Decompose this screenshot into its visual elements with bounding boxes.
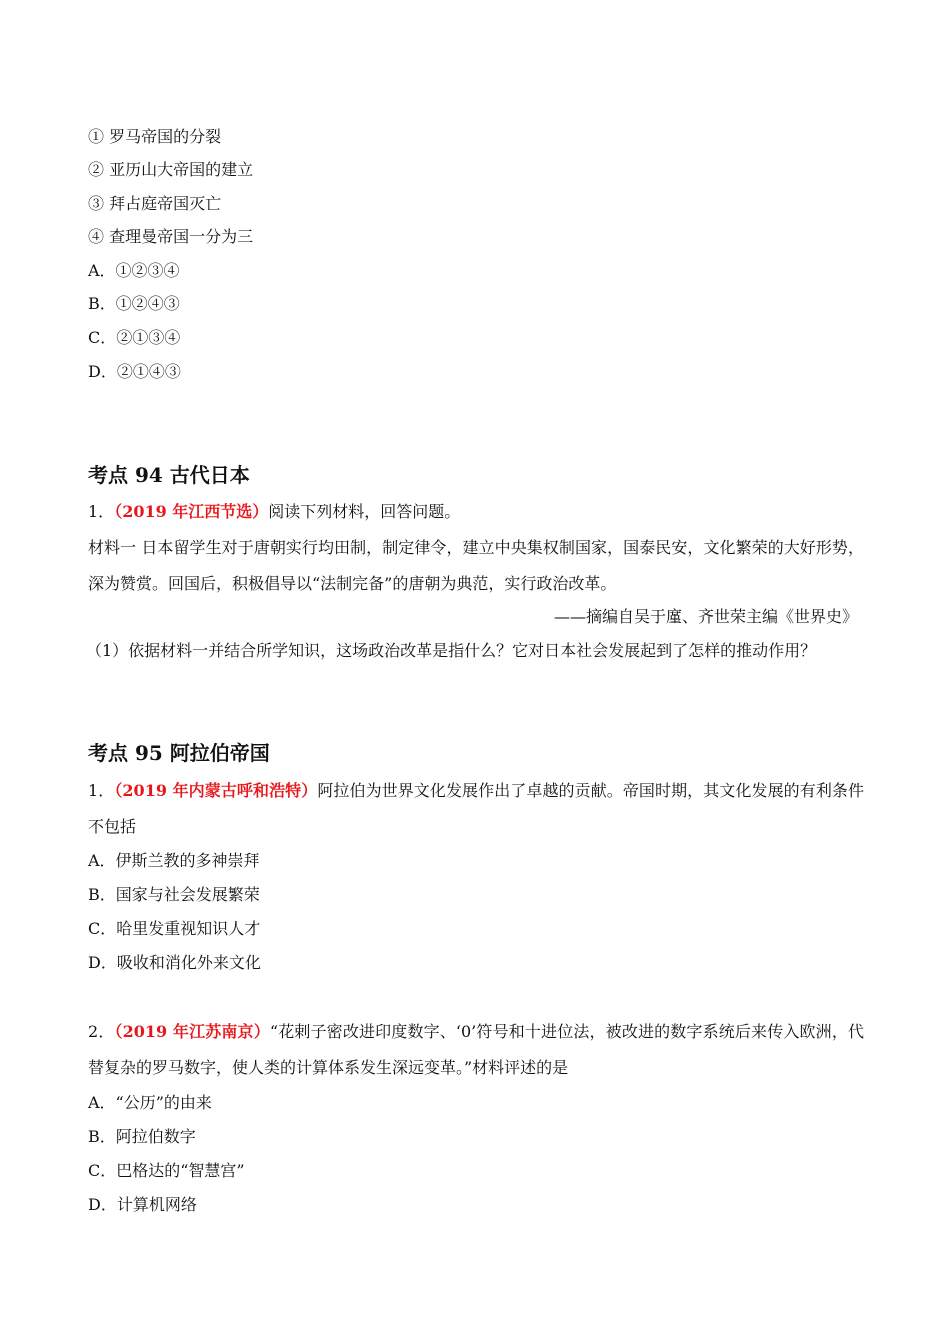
option-d: D．②①④③ [88,362,181,381]
option-a: A．①②③④ [88,261,180,280]
question-number: 1． [88,502,115,521]
option-c: C．巴格达的“智慧宫” [88,1161,245,1180]
question-95-2-stem [88,1022,864,1044]
list-item-4: ④ 查理曼帝国一分为三 [88,227,254,246]
section-94-title: 考点 94 古代日本 [88,463,250,487]
material-citation: ——摘编自吴于廑、齐世荣主编《世界史》 [553,607,858,626]
option-c: C．哈里发重视知识人才 [88,919,261,938]
question-number: 1． [88,781,115,800]
question-source: （2019 年江西节选） [114,502,269,521]
option-a: A．“公历”的由来 [88,1093,212,1112]
section-95-title: 考点 95 阿拉伯帝国 [88,741,270,765]
question-prompt: 阅读下列材料，回答问题。 [268,502,461,521]
question-95-1-stem-cont: 不包括 [88,817,137,836]
list-item-3: ③ 拜占庭帝国灭亡 [88,194,222,213]
option-a: A．伊斯兰教的多神崇拜 [88,851,260,870]
option-b: B．阿拉伯数字 [88,1127,196,1146]
list-item-2: ② 亚历山大帝国的建立 [88,160,254,179]
question-95-2-stem-cont: 替复杂的罗马数字，使人类的计算体系发生深远变革。”材料评述的是 [88,1058,569,1077]
question-text: 阿拉伯为世界文化发展作出了卓越的贡献。帝国时期，其文化发展的有利条件 [317,781,864,800]
question-number: 2． [88,1022,115,1041]
question-text: “花剌子密改进印度数字、‘0’符号和十进位法，被改进的数字系统后来传入欧洲，代 [269,1022,864,1041]
option-b: B．①②④③ [88,294,180,313]
question-95-1-stem [88,781,864,803]
list-item-1: ① 罗马帝国的分裂 [88,127,222,146]
option-d: D．计算机网络 [88,1195,197,1214]
question-94-1-stem [88,502,460,524]
question-source: （2019 年江苏南京） [114,1022,270,1041]
sub-question-1: （1）依据材料一并结合所学知识，这场政治改革是指什么？它对日本社会发展起到了怎样的推动作用？ [86,641,817,660]
material-line-2: 深为赞赏。回国后，积极倡导以“法制完备”的唐朝为典范，实行政治改革。 [88,574,617,593]
option-d: D．吸收和消化外来文化 [88,953,261,972]
question-source: （2019 年内蒙古呼和浩特） [114,781,318,800]
option-c: C．②①③④ [88,328,181,347]
material-line-1: 材料一 日本留学生对于唐朝实行均田制，制定律令，建立中央集权制国家，国泰民安，文化繁荣的大好形势， [88,538,864,557]
option-b: B．国家与社会发展繁荣 [88,885,260,904]
